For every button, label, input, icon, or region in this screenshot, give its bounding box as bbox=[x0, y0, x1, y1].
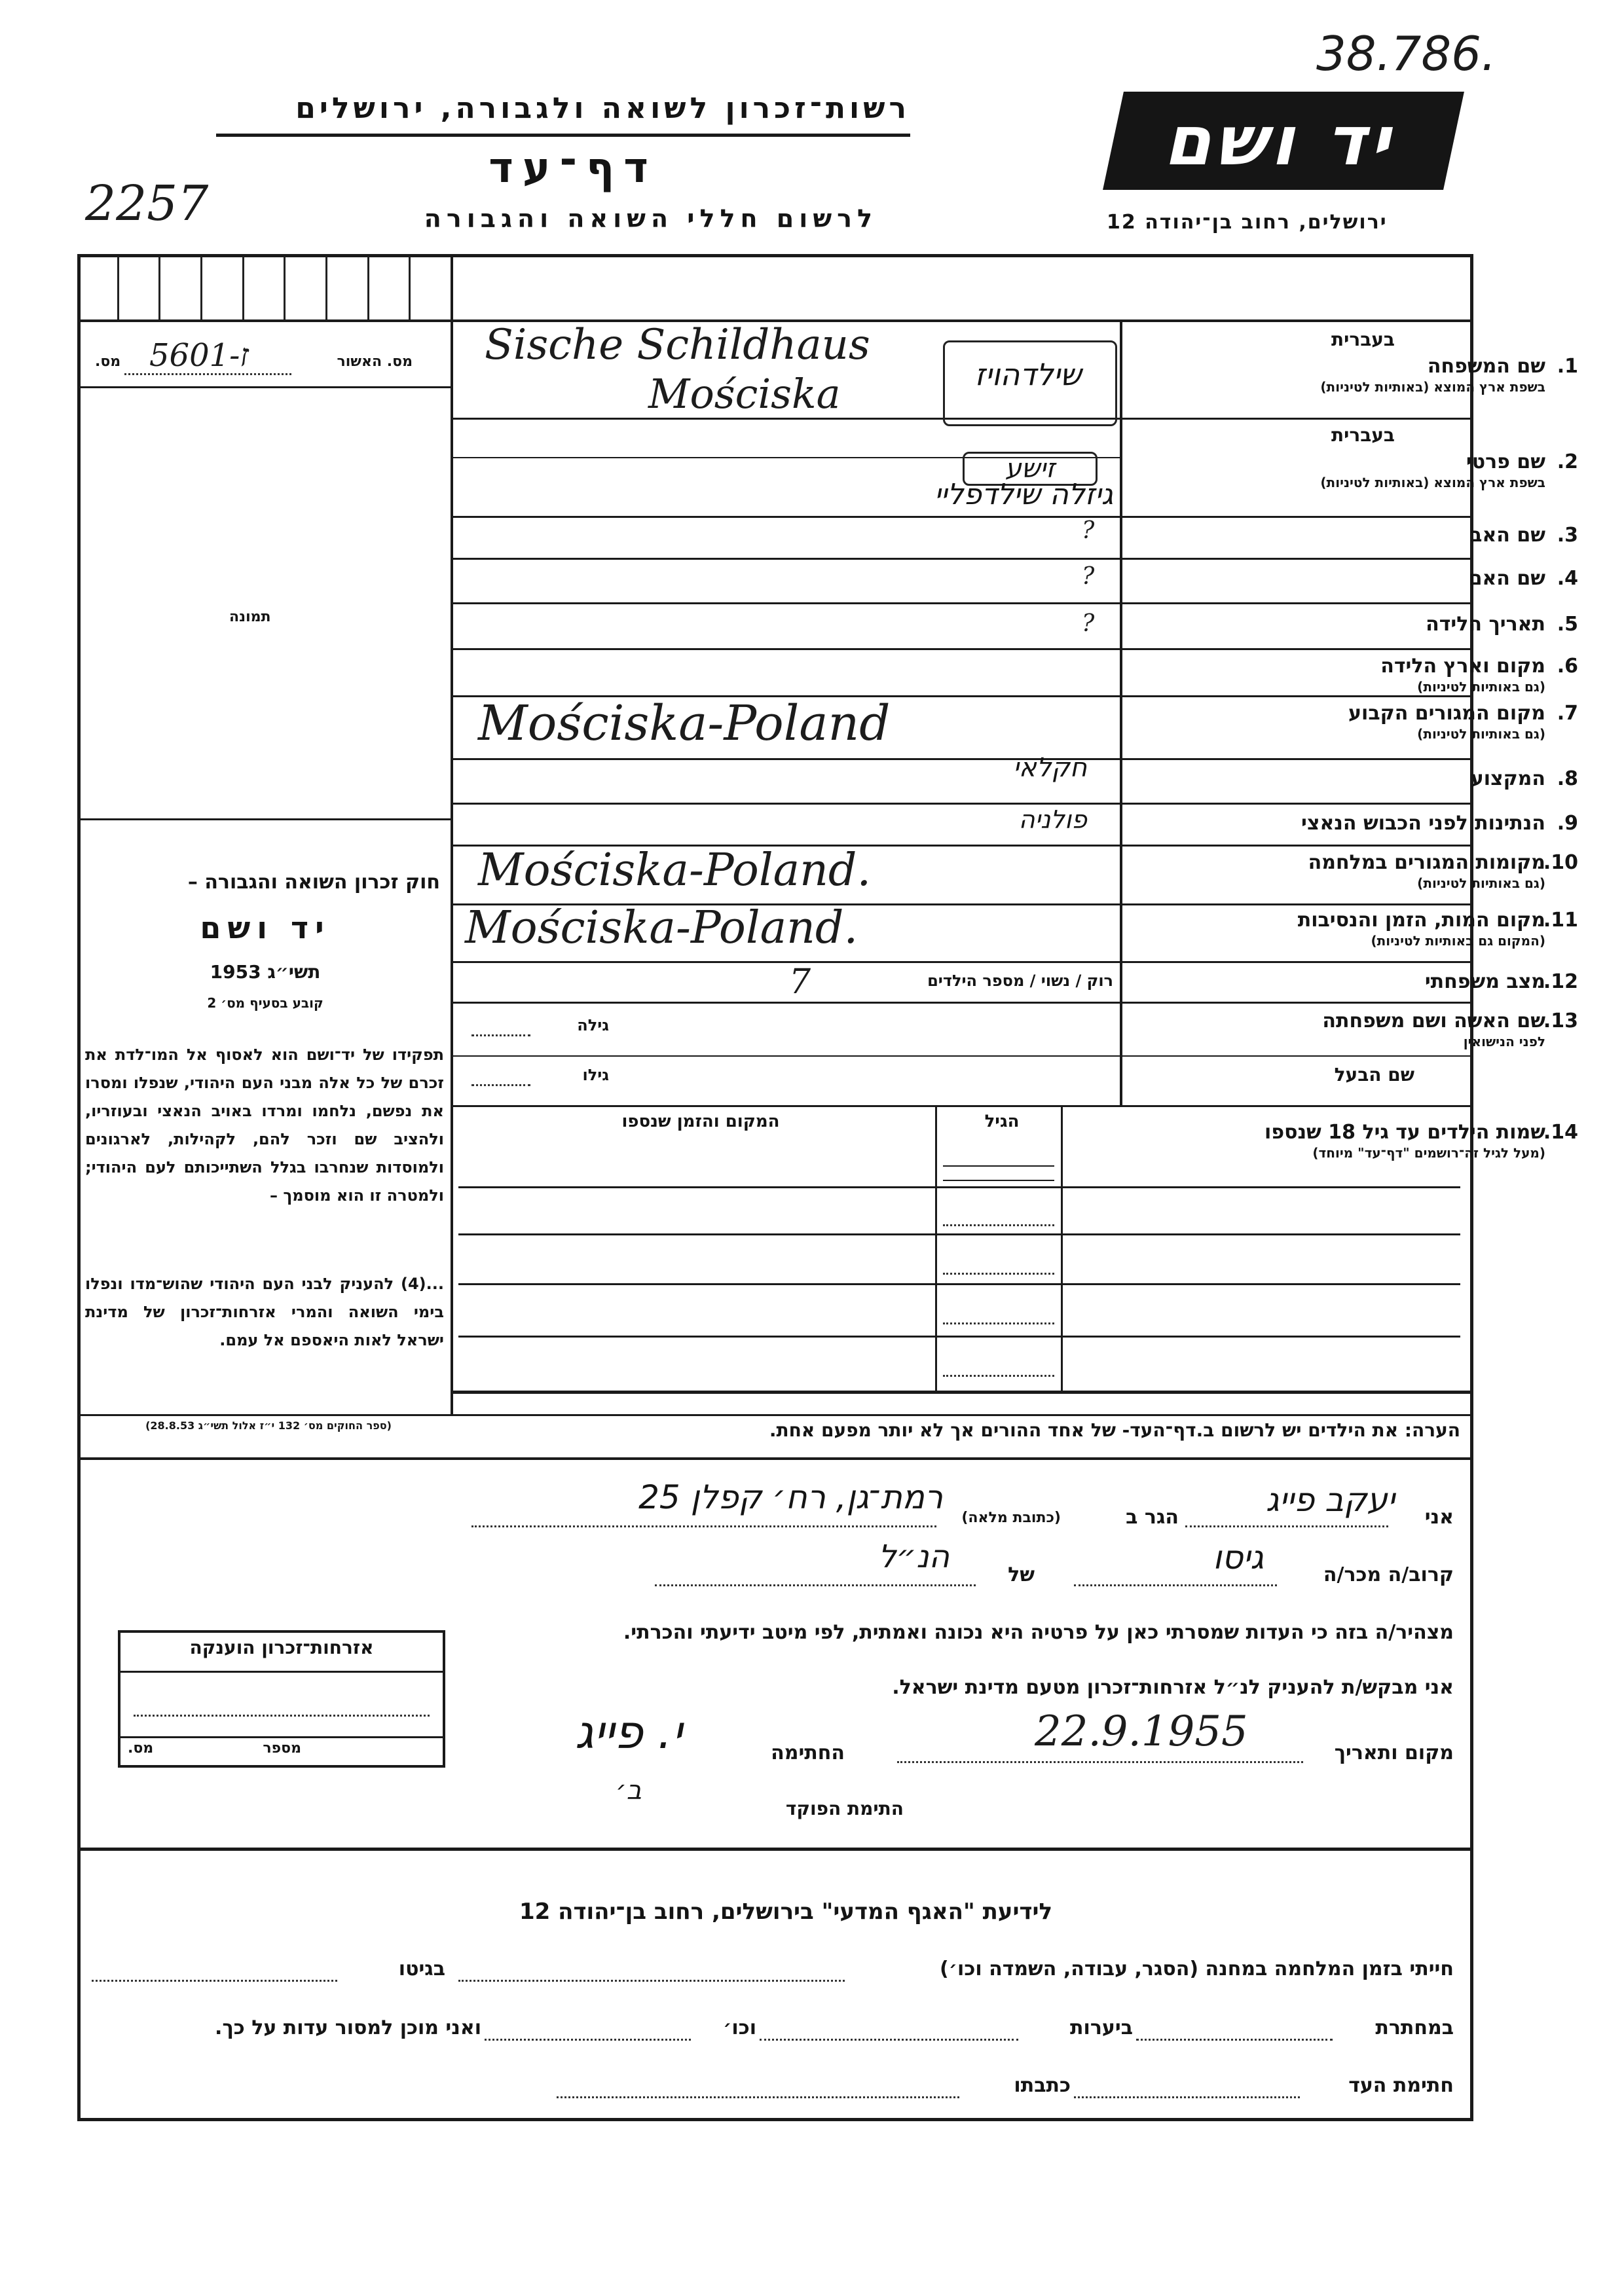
field9-label: 9.הנתינות לפני הכבוש הנאצי bbox=[1301, 812, 1578, 835]
form-title: דף־עד bbox=[489, 144, 657, 192]
top-cells bbox=[77, 257, 451, 319]
field2-label: 2.שם פרטי בשפת ארץ המוצא (באותיות לטיניות) bbox=[1320, 450, 1578, 490]
serial-value: 5601-ז bbox=[149, 337, 249, 374]
field11-value: Mościska-Poland. bbox=[465, 902, 858, 954]
field7-label: 7.מקום המגורים הקבוע (גם באותיות לטיניות) bbox=[1348, 702, 1578, 742]
form-subtitle: לרשום חללי השואה והגבורה bbox=[424, 204, 877, 233]
decl-full-address-label: (כתובת מלאה) bbox=[961, 1510, 1061, 1526]
research-camp-label: חייתי בזמן המלחמה במחנה (הסגר, עבודה, השמדה וכו׳) bbox=[940, 1958, 1454, 1980]
address-line: ירושלים, רחוב בן־יהודה 12 bbox=[1107, 211, 1388, 234]
yad-vashem-logo bbox=[1103, 92, 1464, 190]
logo-text: יד ושם bbox=[1160, 101, 1407, 181]
decl-i-label: אני bbox=[1424, 1506, 1454, 1529]
law-reference: (ספר החוקים מס׳ 132 י״ז אלול תשי״ג 28.8.53) bbox=[145, 1419, 392, 1432]
research-testimony-label: ואני מוכן למסור עדות על כך. bbox=[215, 2016, 481, 2039]
field12-options: רוק / נשוי / מספר הילדים bbox=[927, 972, 1113, 990]
field12-children-count: 7 bbox=[789, 962, 811, 1002]
research-underground-label: במחתרת bbox=[1375, 2016, 1454, 2039]
decl-place-date-label: מקום ותאריך bbox=[1334, 1741, 1454, 1764]
decl-signature-label: החתימה bbox=[771, 1741, 845, 1764]
decl-address-value: רמת־גן, רח׳ קפלן 25 bbox=[638, 1478, 943, 1516]
decl-inspector-value: ב׳ bbox=[616, 1776, 642, 1806]
law-title: חוק זכרון השואה והגבורה – bbox=[187, 871, 440, 894]
field1-hebrew-value: שילדהויז bbox=[974, 357, 1082, 392]
decl-statement-citizenship: אני מבקש/ת להעניק לנ״ל אזרחות־זכרון מטעם מדינת ישראל. bbox=[892, 1676, 1454, 1699]
field11-label: 11.מקום המות, הזמן והנסיבות (המקום גם באותיות לטיניות) bbox=[1297, 909, 1578, 949]
field5-label: 5.תאריך הלידה bbox=[1426, 613, 1578, 636]
field7-value: Mościska-Poland bbox=[478, 695, 891, 752]
handwritten-page-number: 2257 bbox=[85, 175, 209, 232]
field3-value: ? bbox=[1082, 517, 1095, 544]
field4-value: ? bbox=[1082, 563, 1095, 590]
decl-signature-value: י. פייג bbox=[574, 1705, 683, 1759]
research-title: לידיעת "האגף המדעי" בירושלים, רחוב בן־יהודה 12 bbox=[519, 1899, 1053, 1925]
children-note: הערה: את הילדים יש לרשום ב.דף־העד- של אחד ההורים אך לא יותר מפעם אחת. bbox=[769, 1419, 1460, 1441]
law-clause: קובע בסעיף מס׳ 2 bbox=[207, 995, 323, 1011]
research-ghetto-label: בגיטו bbox=[398, 1958, 445, 1980]
field10-value: Mościska-Poland. bbox=[478, 845, 872, 896]
law-year: תשי״ג 1953 bbox=[210, 961, 321, 983]
field1-latin-value: Sische Schildhaus bbox=[485, 321, 870, 369]
field1-label: 1.שם המשפחה בשפת ארץ המוצא (באותיות לטיניות) bbox=[1320, 355, 1578, 395]
field3-label: 3.שם האב bbox=[1470, 524, 1578, 547]
handwritten-record-number: 38.786. bbox=[1316, 26, 1496, 81]
serial-label: מס. האשור bbox=[337, 354, 413, 370]
research-etc-label: וכו׳ bbox=[723, 2016, 756, 2039]
research-witness-sign-label: חתימת העד bbox=[1348, 2074, 1454, 2097]
decl-relative-label: קרוב/ה מכר/ה bbox=[1323, 1563, 1454, 1586]
field12-label: 12.מצב משפחתי bbox=[1424, 970, 1578, 993]
authority-title: רשות־זכרון לשואה ולגבורה, ירושלים bbox=[295, 92, 910, 125]
husband-age-label: גילו bbox=[582, 1066, 609, 1084]
decl-of-label: של bbox=[1008, 1563, 1035, 1586]
field4-label: 4.שם האם bbox=[1468, 567, 1578, 590]
decl-inspector-label: התימת הפוקד bbox=[785, 1798, 904, 1819]
field14-label: 14.שמות הילדים עד גיל 18 שנספו (מעל לגיל זה־רושמים "דף־עד" מיוחד) bbox=[1264, 1121, 1578, 1161]
husband-label: שם הבעל bbox=[1334, 1064, 1414, 1085]
col-age-header: הגיל bbox=[984, 1112, 1020, 1131]
decl-witness-name: יעקב פייג bbox=[1266, 1481, 1395, 1519]
authority-underline bbox=[216, 134, 910, 137]
stamp-box-number-label: מספר bbox=[263, 1740, 301, 1757]
serial-no-label: מס. bbox=[95, 354, 121, 370]
field8-value: חקלאי bbox=[1013, 753, 1087, 783]
field13-label: 13.שם האשה ושם משפחתה לפני הנישואין bbox=[1322, 1010, 1578, 1049]
stamp-box-no-label: מס. bbox=[128, 1740, 154, 1757]
law-name: יד ושם bbox=[200, 910, 331, 945]
field10-label: 10.מקומות המגורים במלחמה (גם באותיות לטיניות) bbox=[1308, 851, 1578, 891]
field6-label: 6.מקום וארץ הלידה (גם באותיות לטיניות) bbox=[1380, 655, 1578, 695]
decl-relation-value: גיסו bbox=[1213, 1539, 1264, 1576]
decl-statement-truth: מצהיר/ה בזה כי העדות שמסרתי כאן על פרטיה היא נכונה ואמתית, לפי מיטב ידיעתי והכרתי. bbox=[623, 1621, 1454, 1644]
field9-value: פולניה bbox=[1018, 805, 1087, 834]
photo-label: תמונה bbox=[229, 609, 271, 625]
field1-in-hebrew: בעברית bbox=[1331, 329, 1395, 350]
field2-in-hebrew: בעברית bbox=[1331, 424, 1395, 446]
decl-date-value: 22.9.1955 bbox=[1035, 1707, 1248, 1756]
stamp-box-title: אזרחות־זכרון הוענקה bbox=[189, 1637, 374, 1658]
research-forests-label: ביערות bbox=[1070, 2016, 1133, 2039]
law-text-citizenship: ...(4) להעניק לבני העם היהודי שהוש־מדו ונפלו בימי השואה והמרי אזרחות־זכרון של מדינת ישראל לאות היאספם אל עמם. bbox=[85, 1275, 444, 1349]
field5-value: ? bbox=[1082, 610, 1095, 637]
field2-hebrew-value: זישע bbox=[963, 452, 1098, 486]
decl-of-value: הנ״ל bbox=[878, 1539, 950, 1575]
research-address-label: כתבתו bbox=[1014, 2074, 1071, 2097]
law-text-mission: תפקידו של יד־ושם הוא לאסוף אל המו־לדת את זכרם של כל אלה מבני העם היהודי, שנפלו ומסרו את נפשם, נלחמו ומרדו באויב הנאצי ובעוזריו, ולהציב שם וזכר להם, לקהילות, לארגונים ולמוסדות שנחרבו בגלל השתייכותם לעם היהודי; ולמטרה זו הוא מוסמך – bbox=[85, 1046, 444, 1205]
field8-label: 8.המקצוע bbox=[1470, 767, 1578, 790]
field13-age-label: גילה bbox=[577, 1016, 609, 1034]
field1-origin-value: Mościska bbox=[648, 370, 841, 418]
field2-value: גיזלה שילדפליי bbox=[934, 478, 1113, 511]
col-place-time-header: המקום והזמן שנספו bbox=[621, 1112, 780, 1131]
decl-resident-label: הגר ב bbox=[1126, 1506, 1179, 1529]
